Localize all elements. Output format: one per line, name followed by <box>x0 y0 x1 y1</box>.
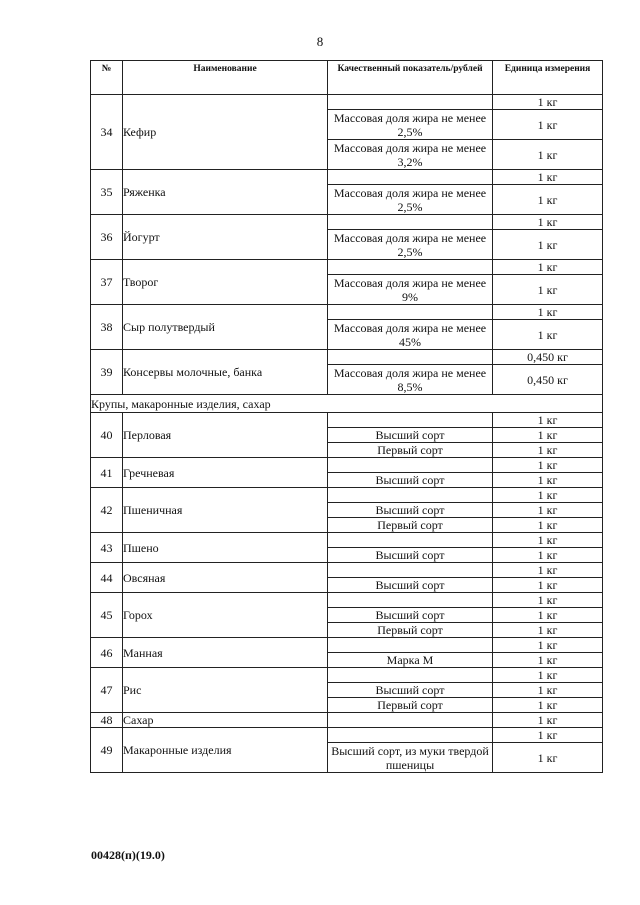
quality-cell <box>328 728 493 743</box>
item-name: Гречневая <box>123 458 328 488</box>
quality-cell: Высший сорт, из муки твердой пшеницы <box>328 743 493 773</box>
section-title-row <box>91 395 603 413</box>
unit-cell: 1 кг <box>493 698 603 713</box>
item-name: Пшено <box>123 533 328 563</box>
quality-cell <box>328 95 493 110</box>
item-number: 40 <box>91 413 123 458</box>
unit-cell: 1 кг <box>493 95 603 110</box>
grains-section <box>91 413 603 773</box>
item-number: 48 <box>91 713 123 728</box>
section-title: Крупы, макаронные изделия, сахар <box>91 395 603 413</box>
unit-cell: 1 кг <box>493 488 603 503</box>
quality-cell: Первый сорт <box>328 518 493 533</box>
quality-cell: Массовая доля жира не менее 3,2% <box>328 140 493 170</box>
item-name: Йогурт <box>123 215 328 260</box>
header-quality: Качественный показатель/рублей <box>328 61 493 95</box>
quality-cell: Массовая доля жира не менее 45% <box>328 320 493 350</box>
item-name: Творог <box>123 260 328 305</box>
quality-cell: Первый сорт <box>328 698 493 713</box>
item-name: Перловая <box>123 413 328 458</box>
table-row <box>91 488 603 503</box>
item-name: Макаронные изделия <box>123 728 328 773</box>
dairy-section <box>91 95 603 395</box>
quality-cell <box>328 713 493 728</box>
unit-cell: 1 кг <box>493 683 603 698</box>
quality-cell: Массовая доля жира не менее 2,5% <box>328 110 493 140</box>
quality-cell <box>328 350 493 365</box>
quality-cell <box>328 533 493 548</box>
table-row <box>91 638 603 653</box>
unit-cell: 1 кг <box>493 578 603 593</box>
quality-cell: Марка М <box>328 653 493 668</box>
unit-cell: 1 кг <box>493 473 603 488</box>
unit-cell: 1 кг <box>493 608 603 623</box>
item-number: 49 <box>91 728 123 773</box>
item-name: Консервы молочные, банка <box>123 350 328 395</box>
item-number: 46 <box>91 638 123 668</box>
table-row <box>91 305 603 320</box>
unit-cell: 0,450 кг <box>493 350 603 365</box>
item-number: 38 <box>91 305 123 350</box>
quality-cell <box>328 413 493 428</box>
item-number: 37 <box>91 260 123 305</box>
unit-cell: 1 кг <box>493 638 603 653</box>
quality-cell: Высший сорт <box>328 608 493 623</box>
item-name: Рис <box>123 668 328 713</box>
unit-cell: 1 кг <box>493 260 603 275</box>
item-number: 34 <box>91 95 123 170</box>
unit-cell: 1 кг <box>493 170 603 185</box>
item-number: 35 <box>91 170 123 215</box>
quality-cell <box>328 638 493 653</box>
table-row <box>91 458 603 473</box>
quality-cell <box>328 260 493 275</box>
quality-cell: Массовая доля жира не менее 2,5% <box>328 185 493 215</box>
item-name: Сахар <box>123 713 328 728</box>
table-row <box>91 533 603 548</box>
unit-cell: 1 кг <box>493 458 603 473</box>
unit-cell: 1 кг <box>493 275 603 305</box>
table-header-row <box>91 61 603 95</box>
item-name: Манная <box>123 638 328 668</box>
quality-cell <box>328 488 493 503</box>
quality-cell <box>328 563 493 578</box>
item-name: Овсяная <box>123 563 328 593</box>
table-row <box>91 563 603 578</box>
unit-cell: 1 кг <box>493 413 603 428</box>
table-row <box>91 170 603 185</box>
quality-cell: Массовая доля жира не менее 8,5% <box>328 365 493 395</box>
quality-cell: Высший сорт <box>328 548 493 563</box>
item-number: 43 <box>91 533 123 563</box>
unit-cell: 1 кг <box>493 185 603 215</box>
unit-cell: 1 кг <box>493 653 603 668</box>
item-name: Пшеничная <box>123 488 328 533</box>
table-row <box>91 95 603 110</box>
quality-cell <box>328 593 493 608</box>
unit-cell: 1 кг <box>493 503 603 518</box>
unit-cell: 1 кг <box>493 548 603 563</box>
quality-cell: Высший сорт <box>328 473 493 488</box>
item-name: Сыр полутвердый <box>123 305 328 350</box>
unit-cell: 1 кг <box>493 320 603 350</box>
table-row <box>91 593 603 608</box>
footer-code: 00428(п)(19.0) <box>91 848 165 862</box>
header-num: № <box>91 61 123 95</box>
unit-cell: 1 кг <box>493 623 603 638</box>
table-row <box>91 215 603 230</box>
quality-cell <box>328 305 493 320</box>
item-number: 36 <box>91 215 123 260</box>
unit-cell: 1 кг <box>493 593 603 608</box>
unit-cell: 1 кг <box>493 713 603 728</box>
table-row <box>91 668 603 683</box>
table-row <box>91 350 603 365</box>
unit-cell: 1 кг <box>493 428 603 443</box>
item-number: 39 <box>91 350 123 395</box>
item-name: Горох <box>123 593 328 638</box>
unit-cell: 1 кг <box>493 518 603 533</box>
unit-cell: 1 кг <box>493 305 603 320</box>
unit-cell: 1 кг <box>493 728 603 743</box>
quality-cell: Высший сорт <box>328 578 493 593</box>
unit-cell: 1 кг <box>493 563 603 578</box>
quality-cell: Высший сорт <box>328 683 493 698</box>
item-name: Ряженка <box>123 170 328 215</box>
unit-cell: 1 кг <box>493 533 603 548</box>
unit-cell: 1 кг <box>493 215 603 230</box>
quality-cell: Массовая доля жира не менее 9% <box>328 275 493 305</box>
table-row <box>91 728 603 743</box>
quality-cell <box>328 458 493 473</box>
table-row <box>91 260 603 275</box>
unit-cell: 0,450 кг <box>493 365 603 395</box>
header-unit: Единица измерения <box>493 61 603 95</box>
page-number: 8 <box>316 34 324 49</box>
unit-cell: 1 кг <box>493 140 603 170</box>
quality-cell: Массовая доля жира не менее 2,5% <box>328 230 493 260</box>
item-number: 42 <box>91 488 123 533</box>
item-number: 44 <box>91 563 123 593</box>
unit-cell: 1 кг <box>493 110 603 140</box>
quality-cell: Высший сорт <box>328 428 493 443</box>
unit-cell: 1 кг <box>493 668 603 683</box>
quality-cell: Первый сорт <box>328 443 493 458</box>
quality-cell: Высший сорт <box>328 503 493 518</box>
unit-cell: 1 кг <box>493 443 603 458</box>
item-number: 47 <box>91 668 123 713</box>
item-number: 45 <box>91 593 123 638</box>
item-name: Кефир <box>123 95 328 170</box>
quality-cell <box>328 170 493 185</box>
table-row <box>91 413 603 428</box>
unit-cell: 1 кг <box>493 230 603 260</box>
quality-cell <box>328 668 493 683</box>
unit-cell: 1 кг <box>493 743 603 773</box>
quality-cell: Первый сорт <box>328 623 493 638</box>
quality-cell <box>328 215 493 230</box>
grains-section-header <box>91 395 603 413</box>
item-number: 41 <box>91 458 123 488</box>
product-table <box>90 60 603 773</box>
header-name: Наименование <box>123 61 328 95</box>
table-row <box>91 713 603 728</box>
